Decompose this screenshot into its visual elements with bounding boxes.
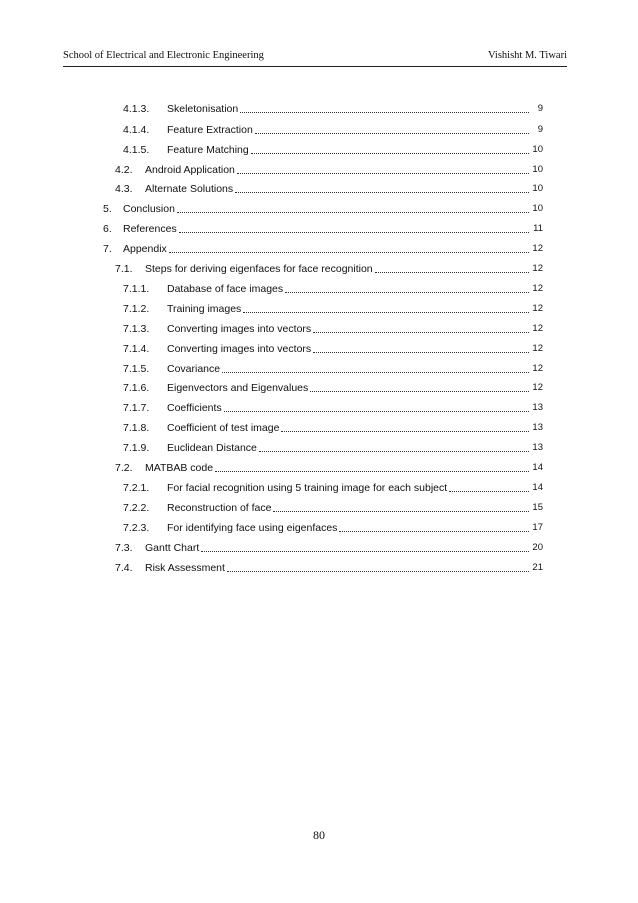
toc-number: 7.1.3. xyxy=(123,323,150,335)
toc-entry xyxy=(115,541,543,555)
toc-title: Coefficient of test image xyxy=(167,422,280,434)
header-school: School of Electrical and Electronic Engineering xyxy=(63,50,264,61)
toc-entry xyxy=(103,202,543,216)
toc-page: 12 xyxy=(532,243,543,254)
toc-page: 10 xyxy=(532,164,543,175)
toc-number: 4.2. xyxy=(115,164,133,176)
toc-number: 7.2.1. xyxy=(123,482,150,494)
toc-entry xyxy=(103,222,543,236)
toc-leader xyxy=(313,352,529,353)
toc-number: 7.3. xyxy=(115,542,133,554)
toc-title: Coefficients xyxy=(167,402,222,414)
toc-page: 12 xyxy=(532,303,543,314)
toc-entry xyxy=(115,561,543,575)
toc-leader xyxy=(339,531,529,532)
toc-number: 7.2. xyxy=(115,462,133,474)
toc-entry xyxy=(103,242,543,256)
toc-leader xyxy=(235,192,529,193)
toc-page: 10 xyxy=(532,183,543,194)
toc-entry xyxy=(123,143,543,157)
toc-leader xyxy=(227,571,529,572)
toc-page: 12 xyxy=(532,382,543,393)
toc-entry xyxy=(123,362,543,376)
toc-leader xyxy=(251,153,529,154)
toc-entry xyxy=(123,421,543,435)
toc-title: Skeletonisation xyxy=(167,103,239,115)
toc-number: 7. xyxy=(103,243,112,255)
toc-entry xyxy=(123,282,543,296)
toc-leader xyxy=(237,173,529,174)
toc-page: 10 xyxy=(532,203,543,214)
toc-title: Eigenvectors and Eigenvalues xyxy=(167,382,309,394)
toc-page: 21 xyxy=(532,562,543,573)
toc-entry xyxy=(123,322,543,336)
toc-page: 10 xyxy=(532,144,543,155)
page-number: 80 xyxy=(313,828,325,842)
toc-title: Training images xyxy=(167,303,242,315)
toc-page: 13 xyxy=(532,422,543,433)
toc-page: 12 xyxy=(532,363,543,374)
toc-page: 17 xyxy=(532,522,543,533)
toc-number: 4.1.4. xyxy=(123,124,150,136)
toc-entry xyxy=(123,102,543,116)
toc-leader xyxy=(255,133,529,134)
toc-page: 13 xyxy=(532,442,543,453)
toc-title: Euclidean Distance xyxy=(167,442,257,454)
toc-page: 15 xyxy=(532,502,543,513)
toc-leader xyxy=(179,232,529,233)
toc-page: 9 xyxy=(537,124,543,135)
toc-title: Reconstruction of face xyxy=(167,502,272,514)
toc-page: 14 xyxy=(532,482,543,493)
toc-leader xyxy=(177,212,529,213)
toc-number: 7.1.5. xyxy=(123,363,150,375)
toc-entry xyxy=(115,461,543,475)
toc-leader xyxy=(281,431,529,432)
toc-leader xyxy=(201,551,529,552)
toc-number: 4.3. xyxy=(115,183,133,195)
toc-entry xyxy=(123,501,543,515)
toc-page: 12 xyxy=(532,283,543,294)
toc-title: Risk Assessment xyxy=(145,562,225,574)
toc-title: Alternate Solutions xyxy=(145,183,234,195)
toc-page: 12 xyxy=(532,263,543,274)
toc-number: 5. xyxy=(103,203,112,215)
toc-number: 7.1. xyxy=(115,263,133,275)
toc-number: 7.1.9. xyxy=(123,442,150,454)
toc-number: 6. xyxy=(103,223,112,235)
toc-entry xyxy=(123,123,543,137)
toc-leader xyxy=(313,332,529,333)
toc-title: For identifying face using eigenfaces xyxy=(167,522,338,534)
toc-entry xyxy=(123,381,543,395)
toc-title: Feature Extraction xyxy=(167,124,253,136)
toc-leader xyxy=(449,491,529,492)
toc-page: 9 xyxy=(537,103,543,114)
toc-title: Converting images into vectors xyxy=(167,343,312,355)
toc-number: 7.1.1. xyxy=(123,283,150,295)
toc-title: References xyxy=(123,223,177,235)
toc-entry xyxy=(123,441,543,455)
toc-entry xyxy=(123,401,543,415)
toc-page: 14 xyxy=(532,462,543,473)
toc-entry xyxy=(123,521,543,535)
toc-leader xyxy=(222,372,529,373)
toc-title: MATBAB code xyxy=(145,462,214,474)
toc-number: 4.1.5. xyxy=(123,144,150,156)
toc-leader xyxy=(310,391,529,392)
toc-title: For facial recognition using 5 training image for each subject xyxy=(167,482,448,494)
toc-leader xyxy=(215,471,529,472)
toc-number: 4.1.3. xyxy=(123,103,150,115)
toc-title: Appendix xyxy=(123,243,167,255)
toc-page: 12 xyxy=(532,343,543,354)
toc-number: 7.4. xyxy=(115,562,133,574)
toc-title: Gantt Chart xyxy=(145,542,200,554)
toc-leader xyxy=(224,411,529,412)
toc-leader xyxy=(285,292,529,293)
toc-leader xyxy=(240,112,529,113)
toc-leader xyxy=(273,511,529,512)
toc-page: 11 xyxy=(533,223,543,234)
toc-title: Covariance xyxy=(167,363,221,375)
toc-leader xyxy=(243,312,529,313)
toc-number: 7.1.8. xyxy=(123,422,150,434)
toc-leader xyxy=(169,252,529,253)
toc-title: Conclusion xyxy=(123,203,175,215)
toc-number: 7.1.4. xyxy=(123,343,150,355)
toc-number: 7.2.3. xyxy=(123,522,150,534)
toc-title: Steps for deriving eigenfaces for face recognition xyxy=(145,263,373,275)
toc-title: Converting images into vectors xyxy=(167,323,312,335)
toc-page: 20 xyxy=(532,542,543,553)
toc-entry xyxy=(115,182,543,196)
toc-number: 7.2.2. xyxy=(123,502,150,514)
toc-number: 7.1.7. xyxy=(123,402,150,414)
toc-entry xyxy=(123,342,543,356)
toc-title: Database of face images xyxy=(167,283,284,295)
toc-number: 7.1.2. xyxy=(123,303,150,315)
toc-entry xyxy=(123,302,543,316)
toc-page: 12 xyxy=(532,323,543,334)
toc-title: Feature Matching xyxy=(167,144,249,156)
toc-leader xyxy=(375,272,529,273)
toc-page: 13 xyxy=(532,402,543,413)
toc-entry xyxy=(115,262,543,276)
toc-leader xyxy=(259,451,529,452)
toc-entry xyxy=(123,481,543,495)
header-author: Vishisht M. Tiwari xyxy=(487,50,567,61)
toc-title: Android Application xyxy=(145,164,235,176)
toc-number: 7.1.6. xyxy=(123,382,150,394)
toc-entry xyxy=(115,163,543,177)
